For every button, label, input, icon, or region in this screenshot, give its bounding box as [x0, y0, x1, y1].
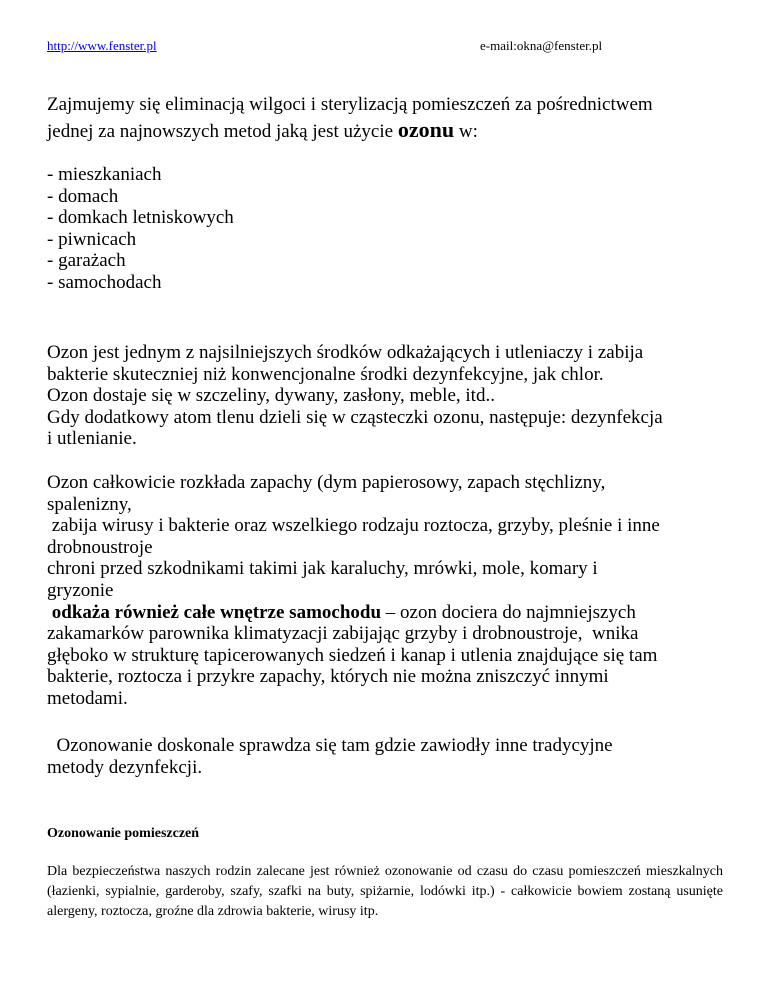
text-line: chroni przed szkodnikami takimi jak karaluchy, mrówki, mole, komary i	[47, 558, 598, 580]
ozon-emphasis: ozonu	[397, 117, 455, 142]
text-line: Ozon całkowicie rozkłada zapachy (dym papierosowy, zapach stęchlizny,	[47, 472, 606, 493]
intro-line-1: Zajmujemy się eliminacją wilgoci i sterylizacją pomieszczeń za pośrednictwem	[47, 94, 653, 115]
text-line: głęboko w strukturę tapicerowanych siedzeń i kanap i utlenia znajdujące się tam	[47, 644, 658, 666]
list-item: - domkach letniskowych	[47, 207, 234, 229]
text-line: – ozon dociera do najmniejszych	[381, 601, 636, 623]
website-link[interactable]: http://www.fenster.pl	[47, 38, 157, 53]
list-item: - samochodach	[47, 271, 162, 293]
conclusion-paragraph	[47, 735, 723, 778]
list-item: - piwnicach	[47, 228, 137, 250]
car-interior-bold: odkaża również całe wnętrze samochodu	[51, 601, 382, 623]
text-line: Ozon dostaje się w szczeliny, dywany, zasłony, meble, itd..	[47, 385, 495, 407]
text-line: drobnoustroje	[47, 536, 153, 558]
list-item: - domach	[47, 185, 119, 207]
text-line: spalenizny,	[47, 493, 132, 515]
text-line: Gdy dodatkowy atom tlenu dzieli się w cząsteczki ozonu, następuje: dezynfekcja	[47, 406, 663, 428]
list-item: - mieszkaniach	[47, 164, 162, 185]
intro-line-2-end: w:	[454, 121, 478, 142]
ozone-effects-paragraph	[47, 472, 723, 710]
list-item: - garażach	[47, 250, 126, 272]
text-line: zakamarków parownika klimatyzacji zabijając grzyby i drobnoustroje, wnika	[47, 623, 639, 645]
text-line: Ozon jest jednym z najsilniejszych środków odkażających i utleniaczy i zabija	[47, 342, 644, 363]
section-heading: Ozonowanie pomieszczeń	[47, 826, 200, 841]
text-line: bakterie, roztocza i przykre zapachy, których nie można zniszczyć innymi	[47, 666, 609, 688]
places-list	[47, 164, 234, 294]
text-line: bakterie skuteczniej niż konwencjonalne środki dezynfekcyjne, jak chlor.	[47, 363, 604, 385]
text-line: metody dezynfekcji.	[47, 756, 203, 778]
rooms-ozonation-paragraph: Dla bezpieczeństwa naszych rodzin zalecane jest również ozonowanie od czasu do czasu pomieszczeń mieszkalnych (łazienki, sypialnie, garderoby, szafy, szafki na buty, spiżarnie, lodówki itp.) - całkowicie bowiem zostaną usunięte alergeny, roztocza, groźne dla zdrowia bakterie, wirusy itp.	[47, 864, 723, 919]
intro-line-2-start: jednej za najnowszych metod jaką jest użycie	[47, 121, 398, 142]
text-line: gryzonie	[47, 579, 114, 601]
email-address: e-mail:okna@fenster.pl	[480, 38, 603, 53]
text-line: Ozonowanie doskonale sprawdza się tam gdzie zawiodły inne tradycyjne	[47, 735, 613, 756]
ozone-properties-paragraph	[47, 342, 723, 450]
text-line: metodami.	[47, 687, 128, 709]
intro-paragraph	[47, 92, 723, 144]
text-line: i utlenianie.	[47, 428, 137, 450]
text-line: zabija wirusy i bakterie oraz wszelkiego rodzaju roztocza, grzyby, pleśnie i inne	[47, 515, 660, 537]
